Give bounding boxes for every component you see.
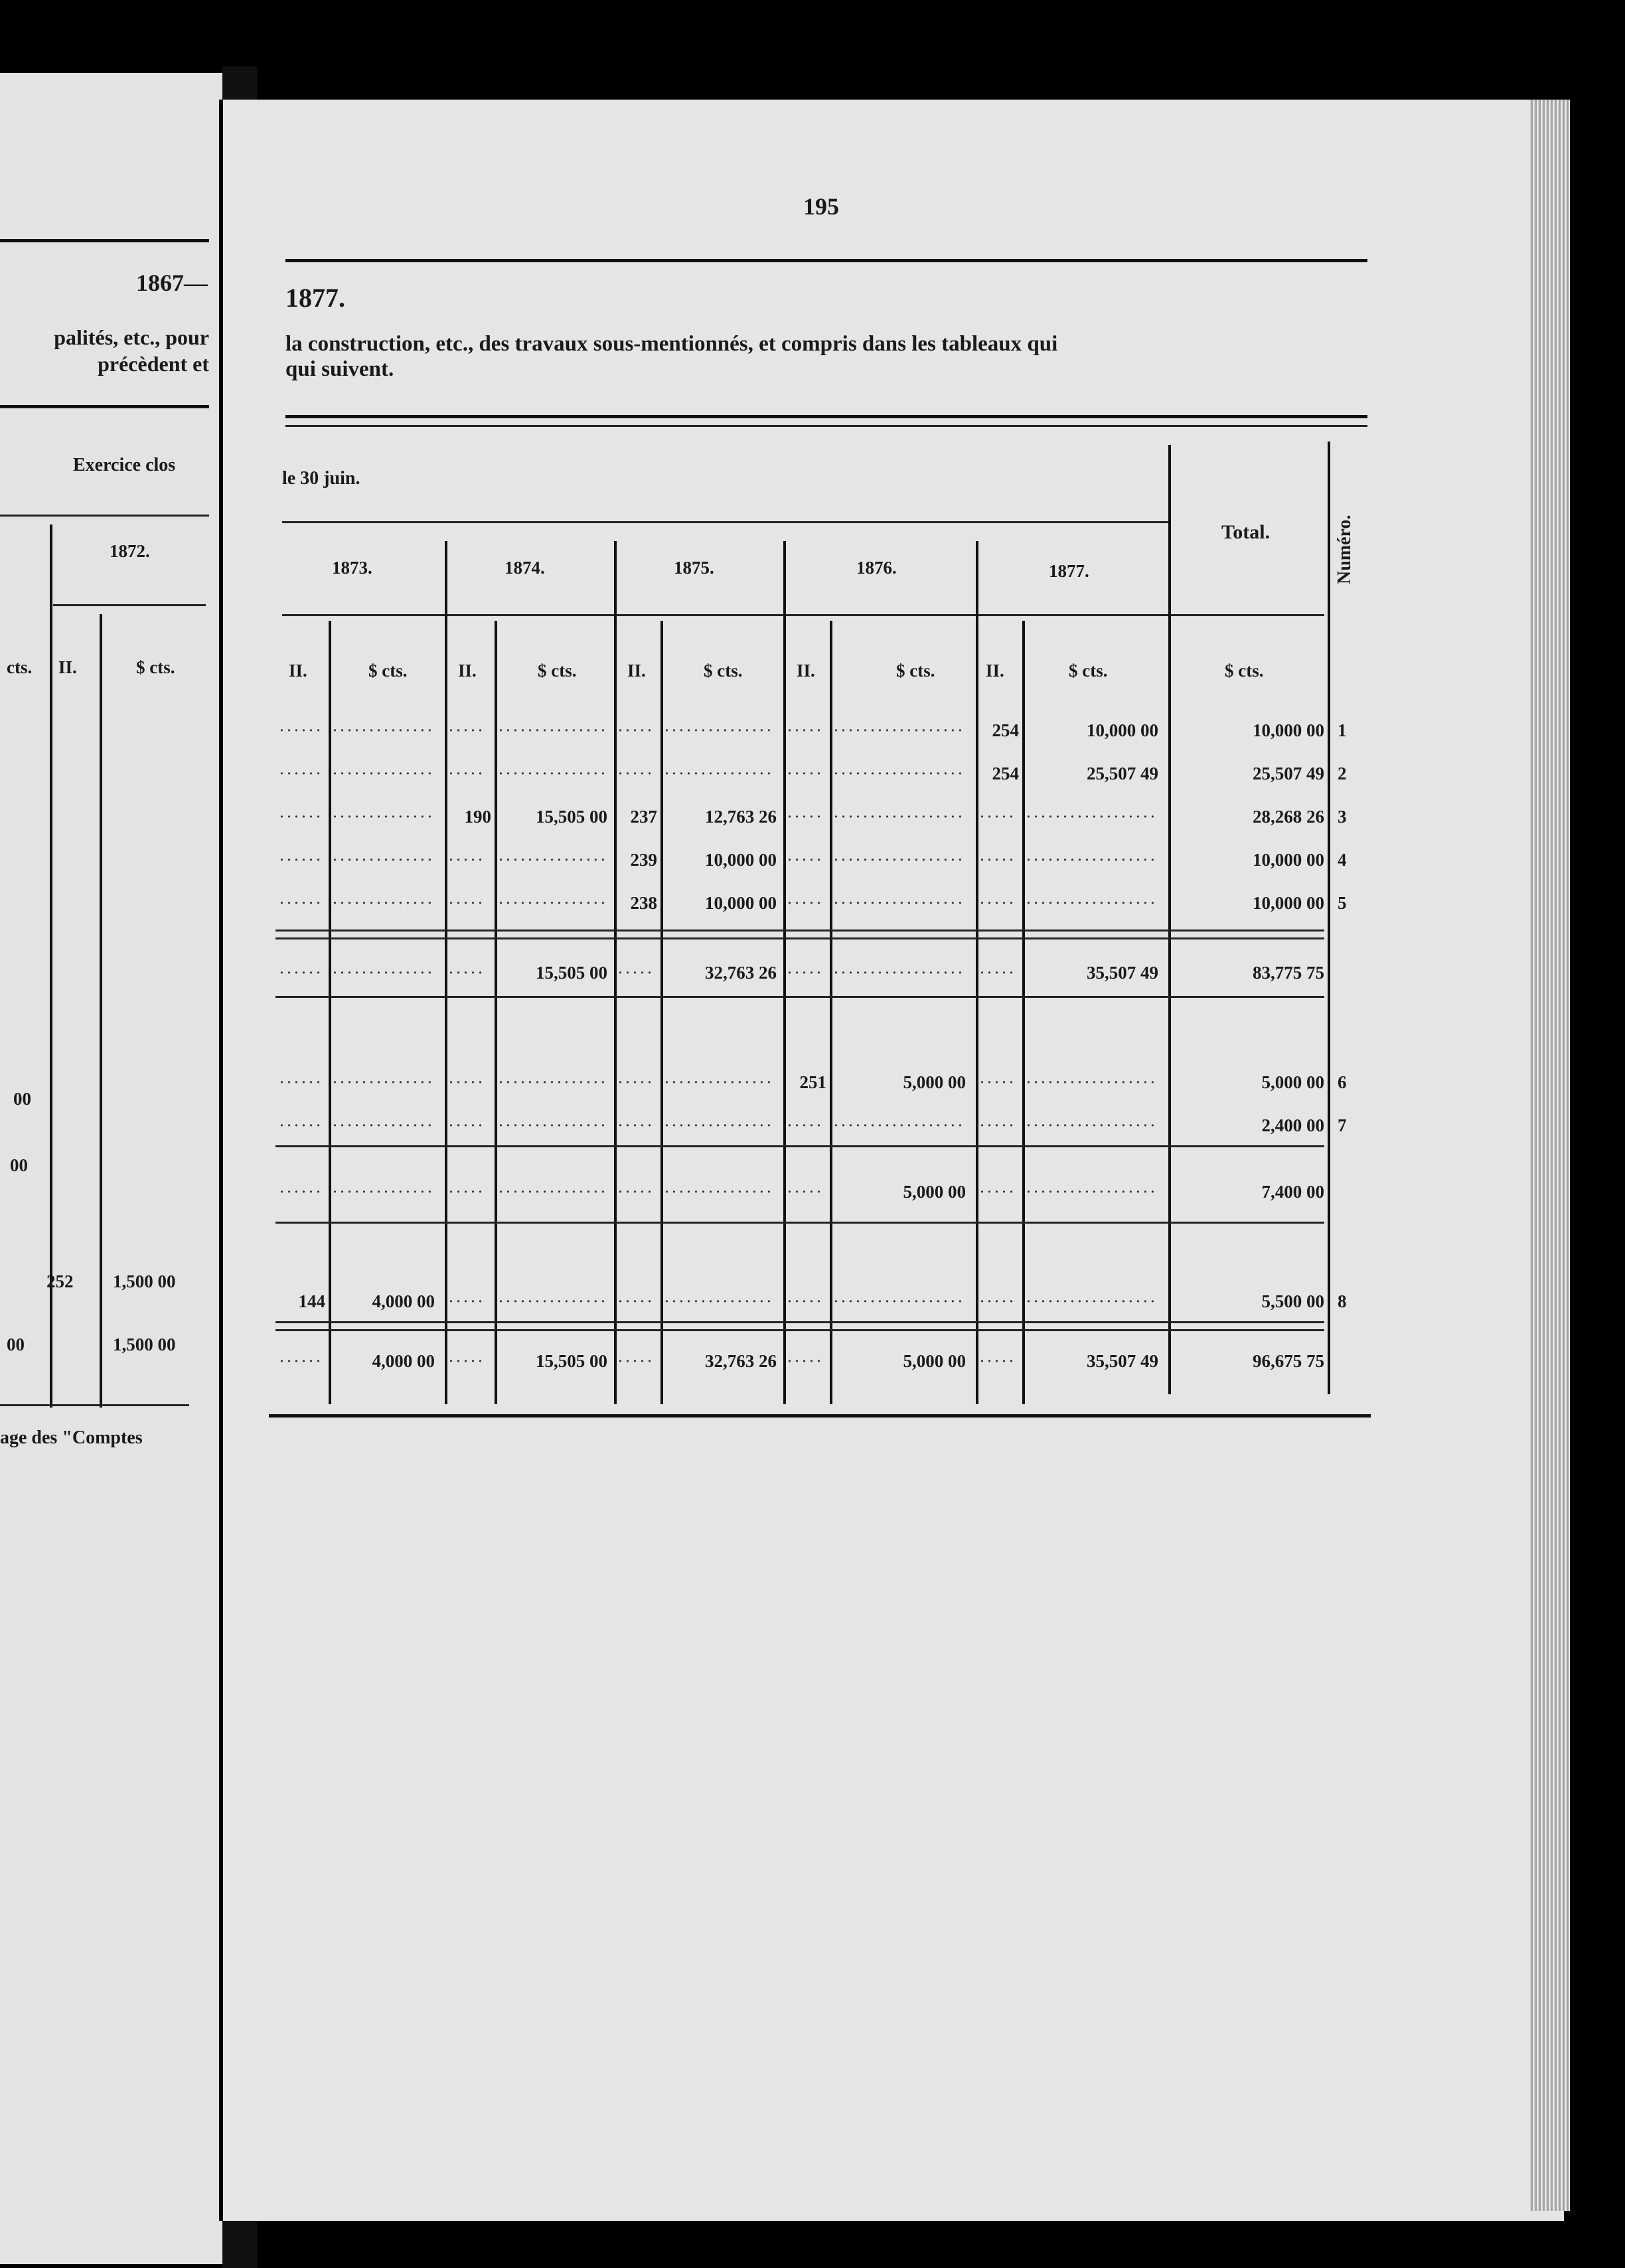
subtotal-rule-1 [275,930,1324,932]
leader-dots: ······ [279,720,323,740]
subtotal-rule-2 [275,937,1324,939]
table-cell: 15,505 00 [536,963,607,983]
vline-ii-75 [660,621,663,1404]
left-title-1: palités, etc., pour [54,325,209,349]
table-cell: 4,000 00 [372,1291,435,1311]
left-year: 1867— [136,270,208,296]
table-cell: 254 [992,720,1019,740]
leader-dots: ····· [787,1182,823,1202]
leader-dots: ·················· [833,764,965,783]
year-1876: 1876. [856,558,897,578]
table-cell: 32,763 26 [705,1351,777,1371]
col-dollar-1874: $ cts. [538,661,577,681]
table-cell: 254 [992,764,1019,783]
leader-dots: ····· [617,1351,654,1371]
leader-dots: ····· [617,963,654,983]
leader-dots: ······ [279,1115,323,1135]
leader-dots: ····· [787,1351,823,1371]
left-vline-2 [100,614,102,1408]
leader-dots: ····· [979,1115,1016,1135]
left-rule-3 [0,515,209,517]
left-row-1500-b: 1,500 00 [113,1335,176,1354]
leader-dots: ····· [979,807,1016,827]
leader-dots: ····· [448,1115,485,1135]
table-cell: 5,000 00 [903,1182,966,1202]
col-ii-1874: II. [458,661,477,681]
page-number: 195 [803,193,839,220]
leader-dots: ·············· [332,850,434,870]
leader-dots: ····· [787,1115,823,1135]
col-dollar-1877: $ cts. [1069,661,1108,681]
year-1875: 1875. [674,558,714,578]
leader-dots: ··············· [664,1291,773,1311]
leader-dots: ·············· [332,764,434,783]
title-line-1: la construction, etc., des travaux sous-mentionnés, et compris dans les tableaux qui [285,332,1058,356]
leader-dots: ··············· [498,1291,607,1311]
vline-1877 [976,541,978,1404]
leader-dots: ·············· [332,963,434,983]
section-rule-1 [275,996,1324,998]
juin-label: le 30 juin. [282,468,360,489]
leader-dots: ····· [617,1072,654,1092]
row-total: 83,775 75 [1253,963,1324,983]
row-number: 3 [1338,807,1347,827]
leader-dots: ····· [787,1291,823,1311]
table-cell: 12,763 26 [705,807,777,827]
leader-dots: ·················· [1026,850,1157,870]
vline-1874 [445,541,447,1404]
vline-ii-77 [1022,621,1025,1404]
leader-dots: ····· [979,963,1016,983]
leader-dots: ····· [787,764,823,783]
row-total: 25,507 49 [1253,764,1324,783]
row-total: 7,400 00 [1261,1182,1324,1202]
page-edge [1530,100,1570,2211]
right-year: 1877. [285,283,345,313]
total-label: Total. [1221,521,1271,543]
row-total: 2,400 00 [1261,1115,1324,1135]
col-dollar-total: $ cts. [1225,661,1264,681]
row-total: 10,000 00 [1253,720,1324,740]
leader-dots: ······ [279,963,323,983]
table-cell: 25,507 49 [1087,764,1158,783]
table-cell: 190 [464,807,491,827]
left-rule-2 [0,405,209,408]
top-rule [285,259,1367,262]
left-row-00-a: 00 [13,1089,31,1109]
leader-dots: ··············· [664,1115,773,1135]
table-cell: 4,000 00 [372,1351,435,1371]
leader-dots: ····· [617,1291,654,1311]
leader-dots: ·············· [332,1072,434,1092]
title-line-2: qui suivent. [285,357,394,381]
title-rule [285,415,1367,418]
table-cell: 5,000 00 [903,1072,966,1092]
left-rule-bottom [0,1404,189,1406]
col-dollar-1876: $ cts. [896,661,935,681]
left-row-1500-a: 1,500 00 [113,1271,176,1291]
left-year-1872: 1872. [110,541,150,561]
leader-dots: ······ [279,764,323,783]
left-row-252: 252 [46,1271,74,1291]
left-row-00-b: 00 [10,1155,28,1175]
leader-dots: ·················· [1026,893,1157,913]
leader-dots: ·················· [1026,807,1157,827]
leader-dots: ····· [448,963,485,983]
left-title-2: précèdent et [98,352,209,376]
leader-dots: ····· [448,1291,485,1311]
leader-dots: ·················· [1026,1291,1157,1311]
leader-dots: ······ [279,850,323,870]
leader-dots: ·············· [332,720,434,740]
leader-dots: ·················· [833,850,965,870]
numero-label: Numéro. [1334,515,1355,584]
row-number: 8 [1338,1291,1347,1311]
leader-dots: ·················· [1026,1182,1157,1202]
leader-dots: ··············· [498,720,607,740]
section-rule-2 [275,1222,1324,1224]
row-number: 6 [1338,1072,1347,1092]
leader-dots: ··············· [498,1072,607,1092]
leader-dots: ·················· [833,1115,965,1135]
leader-dots: ····· [617,1115,654,1135]
left-exercice: Exercice clos [73,455,176,475]
leader-dots: ·················· [833,720,965,740]
row-number: 1 [1338,720,1347,740]
col-ii-1875: II. [627,661,646,681]
row-total: 28,268 26 [1253,807,1324,827]
col-ii-1876: II. [797,661,815,681]
table-cell: 10,000 00 [705,850,777,870]
table-cell: 251 [799,1072,826,1092]
left-rule-4 [53,604,206,606]
leader-dots: ····· [448,1351,485,1371]
leader-dots: ·················· [833,963,965,983]
leader-dots: ·············· [332,807,434,827]
row-number: 2 [1338,764,1347,783]
leader-dots: ····· [979,1351,1016,1371]
leader-dots: ··············· [498,764,607,783]
vline-ii-73 [329,621,331,1404]
grand-rule-1 [275,1321,1324,1323]
left-rule [0,239,209,242]
leader-dots: ··············· [498,1182,607,1202]
grand-rule-2 [275,1329,1324,1331]
row-total: 5,500 00 [1261,1291,1324,1311]
table-cell: 32,763 26 [705,963,777,983]
leader-dots: ··············· [664,764,773,783]
left-row-00-c: 00 [7,1335,25,1354]
leader-dots: ·················· [1026,1115,1157,1135]
leader-dots: ··············· [498,850,607,870]
vline-total [1168,445,1171,1394]
leader-dots: ··············· [664,720,773,740]
table-cell: 239 [630,850,657,870]
leader-dots: ····· [448,850,485,870]
row-total: 5,000 00 [1261,1072,1324,1092]
leader-dots: ····· [617,720,654,740]
leader-dots: ····· [448,720,485,740]
row-total: 10,000 00 [1253,850,1324,870]
leader-dots: ·············· [332,1115,434,1135]
leader-dots: ····· [448,1072,485,1092]
year-rule [282,521,1168,523]
leader-dots: ····· [787,850,823,870]
left-footer: age des "Comptes [0,1427,143,1448]
leader-dots: ······ [279,1351,323,1371]
table-cell: 35,507 49 [1087,963,1158,983]
year-1874: 1874. [504,558,545,578]
leader-dots: ·················· [833,807,965,827]
leader-dots: ····· [787,963,823,983]
col-ii-1873: II. [289,661,307,681]
subtotal-rule-3 [275,1145,1324,1147]
year-1877: 1877. [1049,561,1089,581]
year-1873: 1873. [332,558,372,578]
row-total: 96,675 75 [1253,1351,1324,1371]
leader-dots: ····· [448,764,485,783]
left-col-ii: II. [58,657,77,677]
title-rule-2 [285,425,1367,427]
row-number: 5 [1338,893,1347,913]
table-cell: 237 [630,807,657,827]
leader-dots: ····· [787,720,823,740]
table-cell: 10,000 00 [1087,720,1158,740]
left-page [0,73,222,2264]
table-cell: 15,505 00 [536,1351,607,1371]
leader-dots: ·············· [332,1182,434,1202]
vline-ii-76 [830,621,832,1404]
col-dollar-1873: $ cts. [368,661,408,681]
leader-dots: ····· [617,1182,654,1202]
row-number: 7 [1338,1115,1347,1135]
leader-dots: ······ [279,807,323,827]
table-cell: 35,507 49 [1087,1351,1158,1371]
leader-dots: ····· [979,1182,1016,1202]
leader-dots: ·················· [833,1291,965,1311]
leader-dots: ····· [617,764,654,783]
leader-dots: ····· [979,893,1016,913]
leader-dots: ··············· [498,893,607,913]
leader-dots: ····· [979,1072,1016,1092]
leader-dots: ······ [279,1072,323,1092]
table-cell: 144 [298,1291,325,1311]
col-dollar-1875: $ cts. [704,661,743,681]
left-col-dollar: $ cts. [136,657,175,677]
table-cell: 10,000 00 [705,893,777,913]
leader-dots: ····· [787,807,823,827]
leader-dots: ··············· [664,1182,773,1202]
table-cell: 15,505 00 [536,807,607,827]
table-cell: 238 [630,893,657,913]
vline-1876 [783,541,786,1404]
vline-numero [1328,442,1330,1394]
vline-1875 [614,541,617,1404]
leader-dots: ······ [279,1182,323,1202]
col-ii-1877: II. [986,661,1004,681]
leader-dots: ····· [979,1291,1016,1311]
leader-dots: ····· [787,893,823,913]
leader-dots: ······ [279,893,323,913]
vline-ii-74 [495,621,497,1404]
leader-dots: ····· [448,893,485,913]
row-number: 4 [1338,850,1347,870]
leader-dots: ····· [979,850,1016,870]
leader-dots: ··············· [498,1115,607,1135]
leader-dots: ·············· [332,893,434,913]
left-col-cts: cts. [7,657,33,677]
bottom-rule [269,1414,1371,1418]
leader-dots: ·················· [1026,1072,1157,1092]
leader-dots: ··············· [664,1072,773,1092]
leader-dots: ····· [448,1182,485,1202]
leader-dots: ·················· [833,893,965,913]
row-total: 10,000 00 [1253,893,1324,913]
table-cell: 5,000 00 [903,1351,966,1371]
